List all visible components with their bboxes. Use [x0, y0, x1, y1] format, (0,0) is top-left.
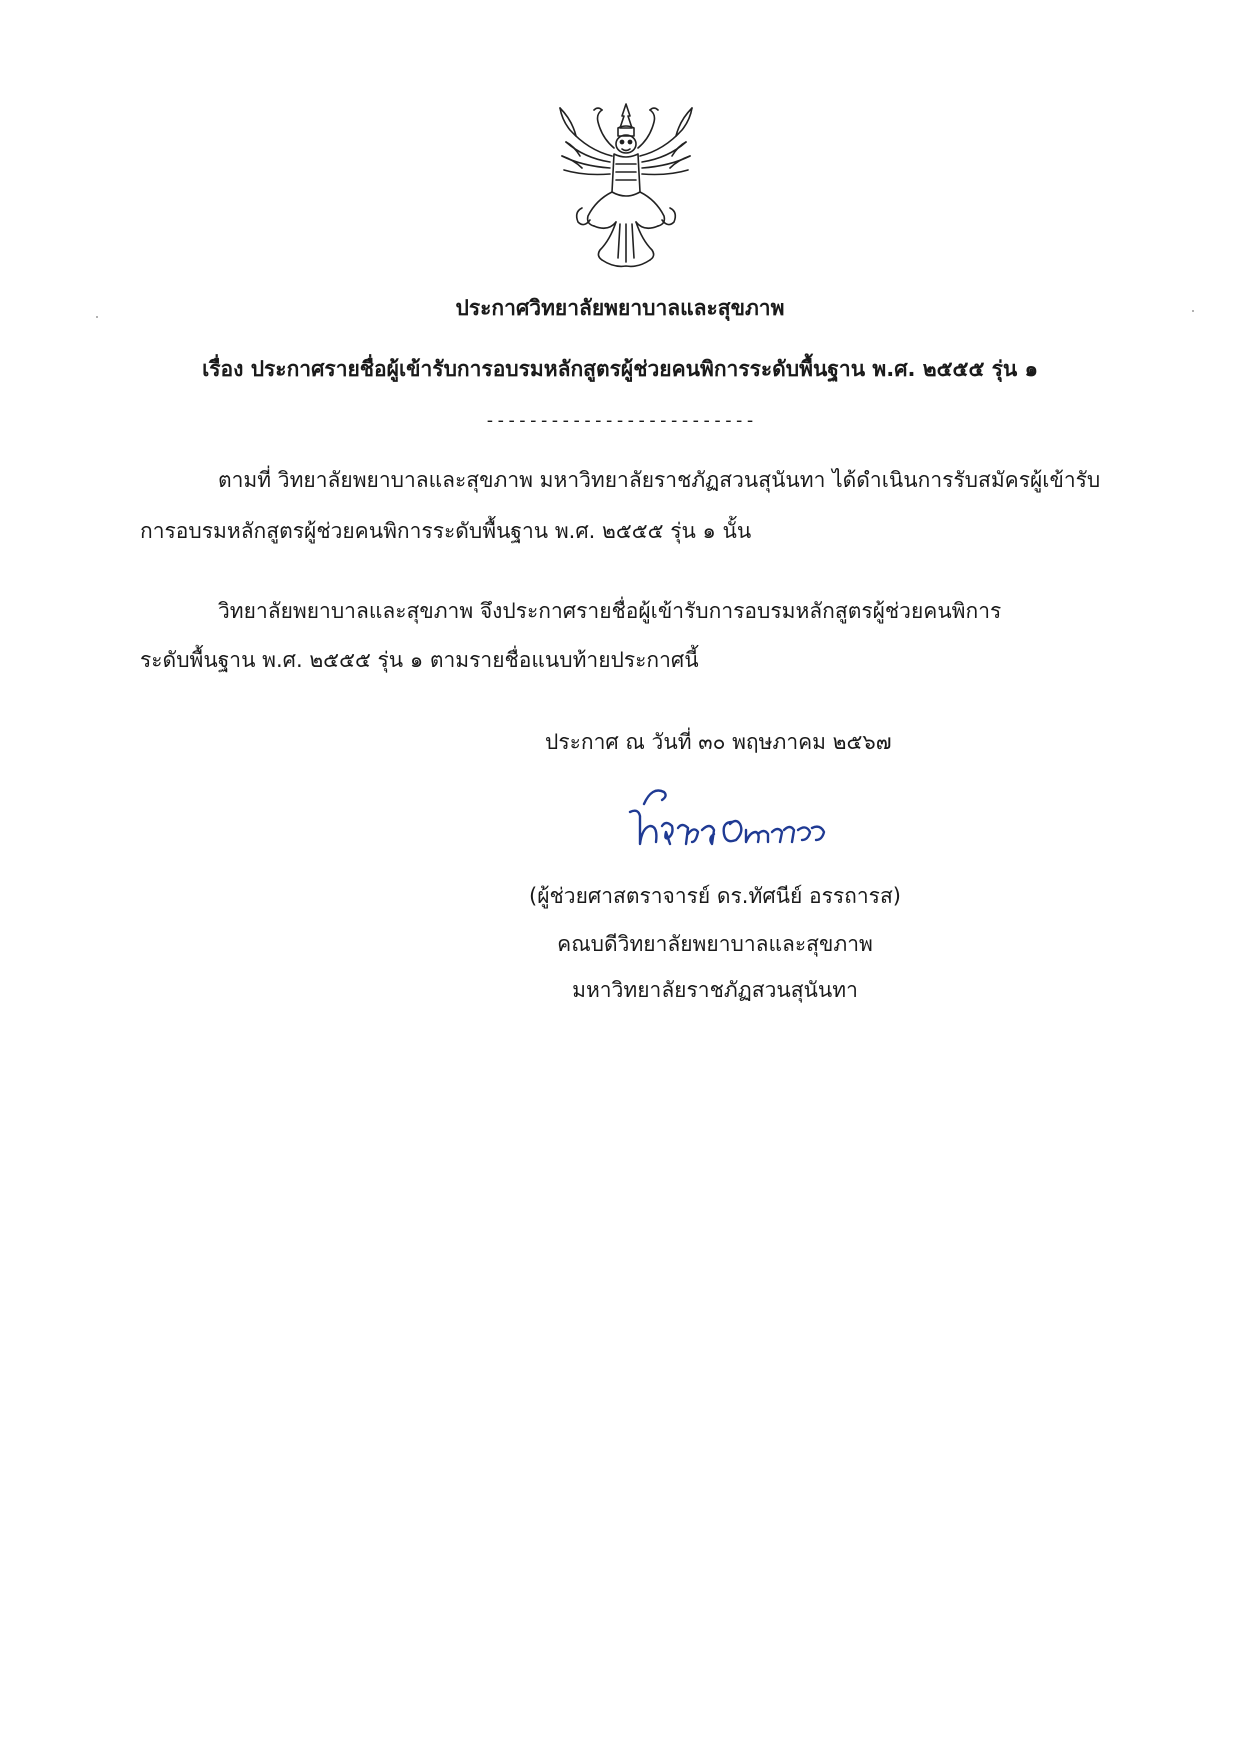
- scan-speck: [96, 316, 98, 318]
- handwritten-signature-icon: [622, 782, 862, 852]
- divider-line: -------------------------: [484, 410, 756, 431]
- announcement-date: ประกาศ ณ วันที่ ๓๐ พฤษภาคม ๒๕๖๗: [545, 730, 892, 754]
- signer-position: คณบดีวิทยาลัยพยาบาลและสุขภาพ: [557, 932, 873, 956]
- signer-institution: มหาวิทยาลัยราชภัฏสวนสุนันทา: [572, 978, 858, 1002]
- paragraph-1-line-2: การอบรมหลักสูตรผู้ช่วยคนพิการระดับพื้นฐาน พ.ศ. ๒๕๕๕ รุ่น ๑ นั้น: [140, 519, 752, 543]
- garuda-emblem-icon: [552, 100, 700, 272]
- announcement-title: ประกาศวิทยาลัยพยาบาลและสุขภาพ: [455, 296, 785, 320]
- paragraph-2-line-1: วิทยาลัยพยาบาลและสุขภาพ จึงประกาศรายชื่อผู้เข้ารับการอบรมหลักสูตรผู้ช่วยคนพิการ: [218, 599, 1002, 623]
- signer-name: (ผู้ช่วยศาสตราจารย์ ดร.ทัศนีย์ อรรถารส): [529, 884, 901, 908]
- scan-speck: [1192, 310, 1194, 312]
- announcement-subject: เรื่อง ประกาศรายชื่อผู้เข้ารับการอบรมหลักสูตรผู้ช่วยคนพิการระดับพื้นฐาน พ.ศ. ๒๕๕๕ รุ่น ๑: [202, 357, 1038, 381]
- paragraph-1-line-1: ตามที่ วิทยาลัยพยาบาลและสุขภาพ มหาวิทยาลัยราชภัฏสวนสุนันทา ได้ดำเนินการรับสมัครผู้เข้ารับ: [218, 468, 1101, 492]
- paragraph-2-line-2: ระดับพื้นฐาน พ.ศ. ๒๕๕๕ รุ่น ๑ ตามรายชื่อแนบท้ายประกาศนี้: [140, 648, 699, 672]
